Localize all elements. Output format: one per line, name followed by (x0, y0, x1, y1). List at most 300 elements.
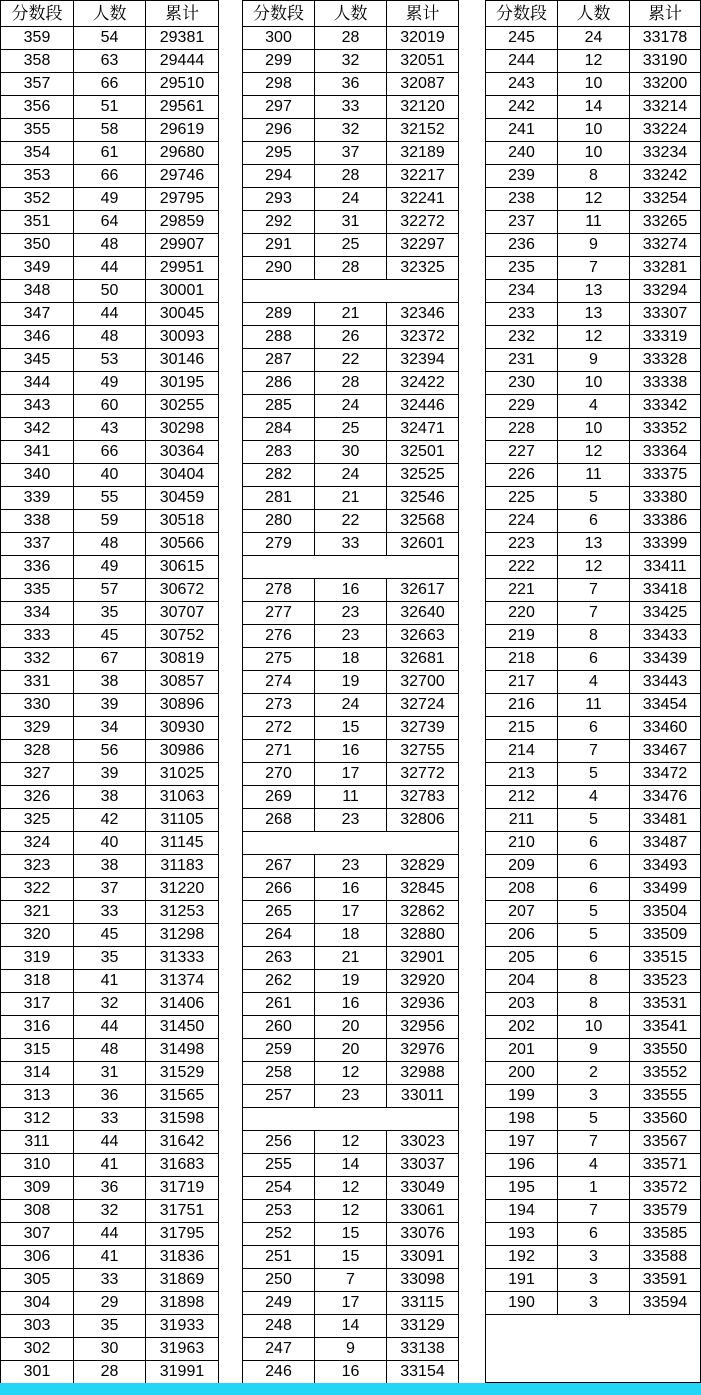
score-cell: 275 (242, 647, 315, 671)
score-cell: 254 (242, 1176, 315, 1200)
score-cell: 274 (242, 670, 315, 694)
count-cell: 18 (314, 923, 387, 947)
count-cell: 32 (73, 992, 146, 1016)
score-cell: 237 (485, 210, 558, 234)
score-cell: 286 (242, 371, 315, 395)
score-cell: 339 (0, 486, 74, 510)
score-cell: 272 (242, 716, 315, 740)
score-cell: 328 (0, 739, 74, 763)
score-cell: 313 (0, 1084, 74, 1108)
count-cell: 4 (557, 1153, 630, 1177)
count-cell: 6 (557, 509, 630, 533)
count-cell: 7 (557, 578, 630, 602)
score-cell: 262 (242, 969, 315, 993)
cumulative-cell: 32546 (386, 486, 459, 510)
cumulative-cell: 33338 (629, 371, 701, 395)
cumulative-cell: 30615 (145, 555, 219, 579)
bottom-accent-bar (0, 1383, 701, 1395)
count-cell: 35 (73, 601, 146, 625)
cumulative-cell: 32845 (386, 877, 459, 901)
score-cell: 226 (485, 463, 558, 487)
cumulative-cell: 33515 (629, 946, 701, 970)
count-cell: 34 (73, 716, 146, 740)
score-cell: 342 (0, 417, 74, 441)
count-cell: 25 (314, 233, 387, 257)
score-cell: 294 (242, 164, 315, 188)
cumulative-cell: 31253 (145, 900, 219, 924)
cumulative-cell: 33091 (386, 1245, 459, 1269)
cumulative-cell: 29619 (145, 118, 219, 142)
count-cell: 12 (314, 1176, 387, 1200)
score-cell: 303 (0, 1314, 74, 1338)
count-cell: 10 (557, 72, 630, 96)
count-cell: 44 (73, 302, 146, 326)
cumulative-cell: 33591 (629, 1268, 701, 1292)
score-cell: 276 (242, 624, 315, 648)
count-cell: 10 (557, 1015, 630, 1039)
score-cell: 354 (0, 141, 74, 165)
cumulative-cell: 33274 (629, 233, 701, 257)
cumulative-cell: 29444 (145, 49, 219, 73)
score-cell: 281 (242, 486, 315, 510)
score-cell: 238 (485, 187, 558, 211)
score-cell: 217 (485, 670, 558, 694)
cumulative-cell: 31869 (145, 1268, 219, 1292)
score-cell: 321 (0, 900, 74, 924)
cumulative-cell: 33552 (629, 1061, 701, 1085)
score-cell: 250 (242, 1268, 315, 1292)
count-cell: 53 (73, 348, 146, 372)
count-cell: 33 (314, 532, 387, 556)
score-cell: 256 (242, 1130, 315, 1154)
cumulative-cell: 30930 (145, 716, 219, 740)
score-cell: 325 (0, 808, 74, 832)
score-cell: 242 (485, 95, 558, 119)
cumulative-cell: 32120 (386, 95, 459, 119)
count-cell: 3 (557, 1291, 630, 1315)
score-cell: 351 (0, 210, 74, 234)
score-cell: 232 (485, 325, 558, 349)
score-cell: 231 (485, 348, 558, 372)
cumulative-cell: 29510 (145, 72, 219, 96)
count-cell: 4 (557, 394, 630, 418)
count-cell: 23 (314, 1084, 387, 1108)
cumulative-cell: 33115 (386, 1291, 459, 1315)
cumulative-cell: 33265 (629, 210, 701, 234)
cumulative-cell: 31565 (145, 1084, 219, 1108)
score-cell: 214 (485, 739, 558, 763)
count-cell: 12 (314, 1199, 387, 1223)
count-cell: 13 (557, 532, 630, 556)
score-cell: 195 (485, 1176, 558, 1200)
count-cell: 43 (73, 417, 146, 441)
cumulative-cell: 33098 (386, 1268, 459, 1292)
cumulative-cell: 32783 (386, 785, 459, 809)
count-cell: 5 (557, 762, 630, 786)
score-cell: 341 (0, 440, 74, 464)
count-cell: 16 (314, 1360, 387, 1384)
cumulative-cell: 32617 (386, 578, 459, 602)
count-cell: 17 (314, 1291, 387, 1315)
score-cell: 228 (485, 417, 558, 441)
score-cell: 261 (242, 992, 315, 1016)
count-cell: 5 (557, 923, 630, 947)
cumulative-cell: 32019 (386, 26, 459, 50)
cumulative-cell: 30404 (145, 463, 219, 487)
cumulative-cell: 33386 (629, 509, 701, 533)
count-cell: 31 (73, 1061, 146, 1085)
score-cell: 200 (485, 1061, 558, 1085)
cumulative-cell: 32956 (386, 1015, 459, 1039)
score-cell: 288 (242, 325, 315, 349)
cumulative-cell: 33011 (386, 1084, 459, 1108)
score-cell: 340 (0, 463, 74, 487)
score-cell: 298 (242, 72, 315, 96)
score-cell: 293 (242, 187, 315, 211)
cumulative-cell: 32724 (386, 693, 459, 717)
count-cell: 37 (73, 877, 146, 901)
count-cell: 12 (314, 1061, 387, 1085)
score-cell: 240 (485, 141, 558, 165)
count-cell: 44 (73, 256, 146, 280)
cumulative-cell: 31991 (145, 1360, 219, 1384)
count-cell: 1 (557, 1176, 630, 1200)
cumulative-cell: 33487 (629, 831, 701, 855)
cumulative-cell: 29859 (145, 210, 219, 234)
group-separator-row (242, 831, 459, 855)
cumulative-cell: 33294 (629, 279, 701, 303)
score-cell: 235 (485, 256, 558, 280)
count-cell: 45 (73, 923, 146, 947)
score-cell: 273 (242, 693, 315, 717)
count-cell: 5 (557, 486, 630, 510)
score-cell: 355 (0, 118, 74, 142)
count-cell: 54 (73, 26, 146, 50)
score-cell: 314 (0, 1061, 74, 1085)
count-cell: 17 (314, 762, 387, 786)
count-cell: 23 (314, 601, 387, 625)
score-cell: 263 (242, 946, 315, 970)
cumulative-cell: 31751 (145, 1199, 219, 1223)
cumulative-cell: 32976 (386, 1038, 459, 1062)
cumulative-cell: 33242 (629, 164, 701, 188)
score-cell: 213 (485, 762, 558, 786)
count-cell: 9 (557, 348, 630, 372)
score-cell: 282 (242, 463, 315, 487)
score-cell: 205 (485, 946, 558, 970)
cumulative-cell: 32862 (386, 900, 459, 924)
cumulative-cell: 31598 (145, 1107, 219, 1131)
cumulative-cell: 31836 (145, 1245, 219, 1269)
count-cell: 48 (73, 233, 146, 257)
count-cell: 20 (314, 1038, 387, 1062)
count-cell: 12 (557, 555, 630, 579)
score-cell: 284 (242, 417, 315, 441)
cumulative-cell: 33433 (629, 624, 701, 648)
count-cell: 11 (557, 693, 630, 717)
score-cell: 292 (242, 210, 315, 234)
count-cell: 12 (557, 187, 630, 211)
count-cell: 29 (73, 1291, 146, 1315)
cumulative-cell: 32346 (386, 302, 459, 326)
count-cell: 67 (73, 647, 146, 671)
cumulative-cell: 33254 (629, 187, 701, 211)
count-cell: 4 (557, 670, 630, 694)
score-cell: 241 (485, 118, 558, 142)
score-cell: 220 (485, 601, 558, 625)
cumulative-cell: 33509 (629, 923, 701, 947)
score-cell: 305 (0, 1268, 74, 1292)
count-cell: 30 (314, 440, 387, 464)
count-cell: 21 (314, 302, 387, 326)
count-cell: 40 (73, 463, 146, 487)
count-cell: 14 (557, 95, 630, 119)
count-cell: 58 (73, 118, 146, 142)
score-cell: 322 (0, 877, 74, 901)
cumulative-cell: 30986 (145, 739, 219, 763)
cumulative-cell: 32901 (386, 946, 459, 970)
cumulative-cell: 30819 (145, 647, 219, 671)
score-cell: 223 (485, 532, 558, 556)
cumulative-cell: 32372 (386, 325, 459, 349)
score-cell: 316 (0, 1015, 74, 1039)
cumulative-cell: 29680 (145, 141, 219, 165)
count-cell: 20 (314, 1015, 387, 1039)
count-cell: 14 (314, 1314, 387, 1338)
cumulative-cell: 32739 (386, 716, 459, 740)
cumulative-cell: 32829 (386, 854, 459, 878)
cumulative-cell: 30001 (145, 279, 219, 303)
score-cell: 287 (242, 348, 315, 372)
score-cell: 191 (485, 1268, 558, 1292)
score-cell: 201 (485, 1038, 558, 1062)
score-cell: 279 (242, 532, 315, 556)
score-cell: 239 (485, 164, 558, 188)
count-cell: 37 (314, 141, 387, 165)
cumulative-cell: 31374 (145, 969, 219, 993)
count-cell: 64 (73, 210, 146, 234)
cumulative-cell: 33588 (629, 1245, 701, 1269)
cumulative-cell: 32988 (386, 1061, 459, 1085)
header-score: 分数段 (485, 0, 558, 27)
count-cell: 6 (557, 716, 630, 740)
score-cell: 358 (0, 49, 74, 73)
count-cell: 36 (73, 1084, 146, 1108)
cumulative-cell: 33531 (629, 992, 701, 1016)
cumulative-cell: 30093 (145, 325, 219, 349)
score-cell: 259 (242, 1038, 315, 1062)
count-cell: 8 (557, 969, 630, 993)
count-cell: 15 (314, 1245, 387, 1269)
cumulative-cell: 32241 (386, 187, 459, 211)
score-cell: 310 (0, 1153, 74, 1177)
cumulative-cell: 31105 (145, 808, 219, 832)
cumulative-cell: 30045 (145, 302, 219, 326)
cumulative-cell: 33460 (629, 716, 701, 740)
score-cell: 333 (0, 624, 74, 648)
count-cell: 6 (557, 647, 630, 671)
score-cell: 194 (485, 1199, 558, 1223)
score-cell: 311 (0, 1130, 74, 1154)
cumulative-cell: 33472 (629, 762, 701, 786)
cumulative-cell: 30752 (145, 624, 219, 648)
score-cell: 345 (0, 348, 74, 372)
count-cell: 23 (314, 624, 387, 648)
score-cell: 346 (0, 325, 74, 349)
count-cell: 23 (314, 854, 387, 878)
count-cell: 36 (73, 1176, 146, 1200)
score-cell: 309 (0, 1176, 74, 1200)
cumulative-cell: 31406 (145, 992, 219, 1016)
count-cell: 7 (557, 1130, 630, 1154)
cumulative-cell: 33439 (629, 647, 701, 671)
count-cell: 4 (557, 785, 630, 809)
score-cell: 222 (485, 555, 558, 579)
score-cell: 308 (0, 1199, 74, 1223)
count-cell: 41 (73, 1153, 146, 1177)
cumulative-cell: 33585 (629, 1222, 701, 1246)
score-cell: 257 (242, 1084, 315, 1108)
count-cell: 35 (73, 946, 146, 970)
cumulative-cell: 33214 (629, 95, 701, 119)
count-cell: 28 (73, 1360, 146, 1384)
count-cell: 14 (314, 1153, 387, 1177)
count-cell: 21 (314, 946, 387, 970)
count-cell: 59 (73, 509, 146, 533)
cumulative-cell: 32601 (386, 532, 459, 556)
count-cell: 10 (557, 141, 630, 165)
score-cell: 297 (242, 95, 315, 119)
score-cell: 210 (485, 831, 558, 855)
empty-tail-area (485, 1314, 701, 1383)
score-cell: 245 (485, 26, 558, 50)
cumulative-cell: 32568 (386, 509, 459, 533)
score-cell: 197 (485, 1130, 558, 1154)
count-cell: 7 (557, 1199, 630, 1223)
score-cell: 315 (0, 1038, 74, 1062)
count-cell: 2 (557, 1061, 630, 1085)
count-cell: 23 (314, 808, 387, 832)
header-count: 人数 (557, 0, 630, 27)
count-cell: 48 (73, 325, 146, 349)
score-cell: 233 (485, 302, 558, 326)
cumulative-cell: 31529 (145, 1061, 219, 1085)
cumulative-cell: 33443 (629, 670, 701, 694)
cumulative-cell: 33154 (386, 1360, 459, 1384)
cumulative-cell: 33049 (386, 1176, 459, 1200)
score-cell: 302 (0, 1337, 74, 1361)
cumulative-cell: 32880 (386, 923, 459, 947)
cumulative-cell: 30566 (145, 532, 219, 556)
count-cell: 12 (557, 325, 630, 349)
cumulative-cell: 30195 (145, 371, 219, 395)
count-cell: 24 (314, 187, 387, 211)
score-cell: 352 (0, 187, 74, 211)
count-cell: 32 (314, 118, 387, 142)
score-cell: 267 (242, 854, 315, 878)
score-cell: 326 (0, 785, 74, 809)
score-cell: 336 (0, 555, 74, 579)
cumulative-cell: 33319 (629, 325, 701, 349)
cumulative-cell: 33399 (629, 532, 701, 556)
cumulative-cell: 32806 (386, 808, 459, 832)
cumulative-cell: 33572 (629, 1176, 701, 1200)
score-cell: 230 (485, 371, 558, 395)
count-cell: 7 (557, 256, 630, 280)
score-cell: 198 (485, 1107, 558, 1131)
count-cell: 16 (314, 578, 387, 602)
count-cell: 44 (73, 1130, 146, 1154)
count-cell: 66 (73, 164, 146, 188)
score-cell: 300 (242, 26, 315, 50)
cumulative-cell: 33550 (629, 1038, 701, 1062)
cumulative-cell: 29561 (145, 95, 219, 119)
count-cell: 35 (73, 1314, 146, 1338)
cumulative-cell: 33023 (386, 1130, 459, 1154)
score-cell: 271 (242, 739, 315, 763)
score-cell: 348 (0, 279, 74, 303)
score-cell: 277 (242, 601, 315, 625)
score-cell: 265 (242, 900, 315, 924)
cumulative-cell: 29795 (145, 187, 219, 211)
cumulative-cell: 32772 (386, 762, 459, 786)
count-cell: 10 (557, 371, 630, 395)
count-cell: 21 (314, 486, 387, 510)
score-cell: 193 (485, 1222, 558, 1246)
score-cell: 234 (485, 279, 558, 303)
score-cell: 296 (242, 118, 315, 142)
score-cell: 219 (485, 624, 558, 648)
count-cell: 10 (557, 118, 630, 142)
score-cell: 307 (0, 1222, 74, 1246)
score-cell: 211 (485, 808, 558, 832)
cumulative-cell: 32051 (386, 49, 459, 73)
group-separator-row (242, 1107, 459, 1131)
cumulative-cell: 32325 (386, 256, 459, 280)
cumulative-cell: 33571 (629, 1153, 701, 1177)
count-cell: 26 (314, 325, 387, 349)
count-cell: 18 (314, 647, 387, 671)
count-cell: 48 (73, 532, 146, 556)
score-cell: 353 (0, 164, 74, 188)
cumulative-cell: 30707 (145, 601, 219, 625)
count-cell: 12 (314, 1130, 387, 1154)
cumulative-cell: 30298 (145, 417, 219, 441)
count-cell: 24 (314, 463, 387, 487)
cumulative-cell: 32272 (386, 210, 459, 234)
score-cell: 196 (485, 1153, 558, 1177)
cumulative-cell: 30255 (145, 394, 219, 418)
count-cell: 49 (73, 187, 146, 211)
cumulative-cell: 33555 (629, 1084, 701, 1108)
score-cell: 224 (485, 509, 558, 533)
cumulative-cell: 33129 (386, 1314, 459, 1338)
count-cell: 9 (557, 233, 630, 257)
count-cell: 5 (557, 1107, 630, 1131)
count-cell: 5 (557, 808, 630, 832)
score-cell: 278 (242, 578, 315, 602)
cumulative-cell: 33037 (386, 1153, 459, 1177)
score-cell: 204 (485, 969, 558, 993)
score-cell: 216 (485, 693, 558, 717)
cumulative-cell: 33541 (629, 1015, 701, 1039)
header-cumulative: 累计 (145, 0, 219, 27)
count-cell: 7 (557, 739, 630, 763)
header-count: 人数 (314, 0, 387, 27)
cumulative-cell: 31145 (145, 831, 219, 855)
score-cell: 260 (242, 1015, 315, 1039)
score-cell: 289 (242, 302, 315, 326)
